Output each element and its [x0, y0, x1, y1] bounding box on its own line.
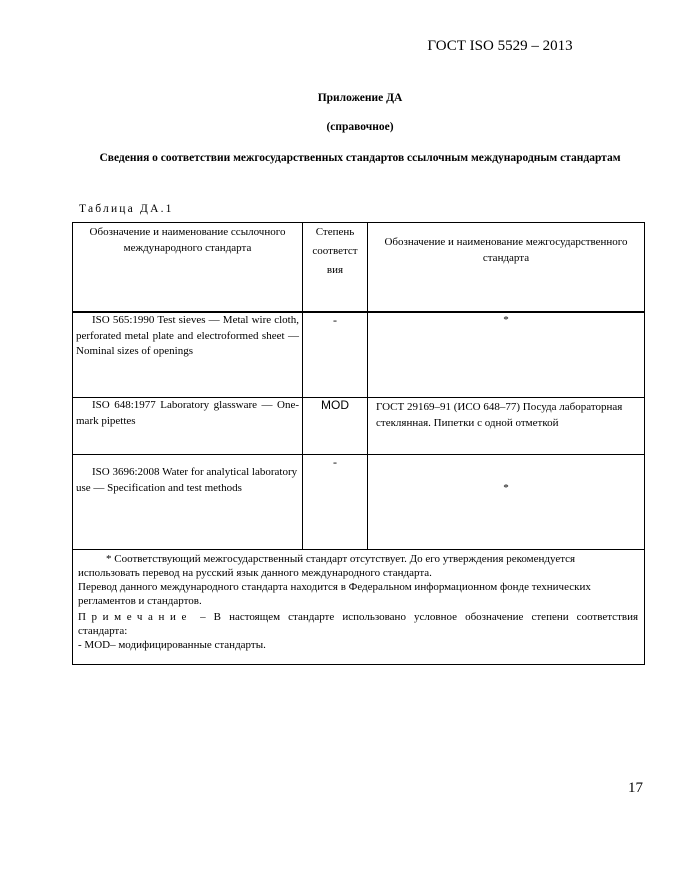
note-label: Примечание	[78, 611, 192, 623]
footnote-text: * Соответствующий межгосударственный стандарт отсутствует. До его утверждения рекомендуется использовать перевод на русский язык данного международного стандарта.	[78, 553, 576, 579]
table-row	[73, 398, 645, 455]
reference-standard-cell: ISO 648:1977 Laboratory glassware — One-mark pipettes	[73, 398, 303, 455]
table-header-row	[73, 223, 645, 313]
note-item: - MOD– модифицированные стандарты.	[78, 639, 266, 651]
note-paragraph	[78, 610, 638, 638]
table-row	[73, 312, 645, 398]
correspondence-table	[72, 222, 645, 665]
column-header-degree	[303, 223, 368, 313]
table-row	[73, 455, 645, 550]
reference-standard-cell: ISO 565:1990 Test sieves — Metal wire cloth, perforated metal plate and electroformed sheet — Nominal sizes of openings	[73, 312, 303, 398]
reference-standard-cell: ISO 3696:2008 Water for analytical laboratory use — Specification and test methods	[73, 455, 303, 550]
document-code: ГОСТ ISO 5529 – 2013	[427, 38, 573, 54]
national-standard-cell: ГОСТ 29169–91 (ИСО 648–77) Посуда лабораторная стеклянная. Пипетки с одной отметкой	[368, 398, 645, 455]
degree-cell: -	[303, 312, 368, 398]
degree-cell: -	[303, 455, 368, 550]
note-text: – В настоящем стандарте использовано условное обозначение степени соответствия стандарта:	[78, 611, 639, 637]
footnote-text: Перевод данного международного стандарта находится в Федеральном информационном фонде технических регламентов и стандартов.	[78, 581, 591, 607]
page-number: 17	[628, 780, 643, 796]
column-header-degree-line: Степень	[315, 226, 355, 238]
table-footnotes	[73, 550, 645, 665]
degree-cell: MOD	[303, 398, 368, 455]
national-standard-cell: *	[368, 455, 645, 550]
column-header-national: Обозначение и наименование межгосударственного стандарта	[368, 223, 645, 313]
table-caption: Таблица ДА.1	[79, 203, 174, 215]
national-standard-cell: *	[368, 312, 645, 398]
appendix-heading: Сведения о соответствии межгосударственных стандартов ссылочным международным стандартам	[99, 152, 621, 164]
appendix-subtitle: (справочное)	[326, 121, 394, 133]
column-header-reference: Обозначение и наименование ссылочного международного стандарта	[73, 223, 303, 313]
appendix-title: Приложение ДА	[317, 92, 403, 104]
column-header-degree-line: соответст	[312, 245, 358, 257]
table-footer-row	[73, 550, 645, 665]
column-header-degree-line: вия	[326, 264, 344, 276]
